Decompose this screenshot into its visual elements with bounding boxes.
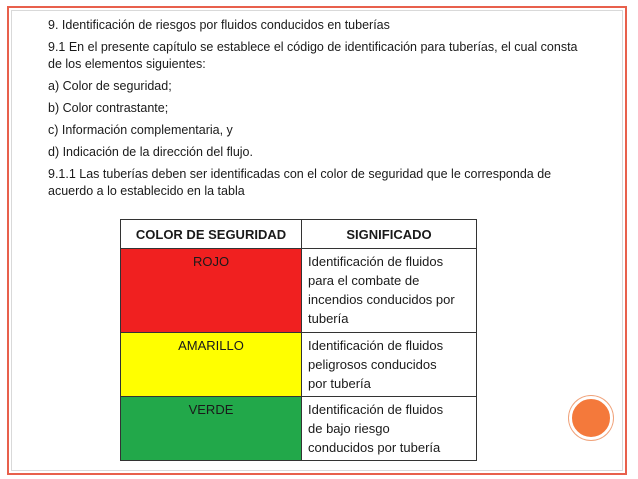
color-cell-red: ROJO xyxy=(121,249,302,333)
paragraph-table-reference: 9.1.1 Las tuberías deben ser identificadas con el color de seguridad que le corresponda de acuerdo a lo establecido en la tabla xyxy=(48,167,552,198)
meaning-cell-yellow: Identificación de fluidos peligrosos conducidos por tubería xyxy=(302,333,477,397)
section-heading: 9. Identificación de riesgos por fluidos conducidos en tuberías xyxy=(48,18,390,32)
list-item-c: c) Información complementaria, y xyxy=(48,123,233,137)
header-meaning: SIGNIFICADO xyxy=(302,220,477,249)
table-row xyxy=(121,249,477,333)
header-color: COLOR DE SEGURIDAD xyxy=(121,220,302,249)
list-item-b: b) Color contrastante; xyxy=(48,101,169,115)
safety-color-table xyxy=(120,219,477,461)
color-cell-yellow: AMARILLO xyxy=(121,333,302,397)
list-item-a: a) Color de seguridad; xyxy=(48,79,172,93)
text-block xyxy=(48,17,608,205)
color-cell-green: VERDE xyxy=(121,397,302,461)
table-header-row xyxy=(121,220,477,249)
table-row xyxy=(121,333,477,397)
table-row xyxy=(121,397,477,461)
decoration-circle xyxy=(569,396,613,440)
meaning-cell-green: Identificación de fluidos de bajo riesgo conducidos por tubería xyxy=(302,397,477,461)
paragraph-intro: 9.1 En el presente capítulo se establece el código de identificación para tuberías, el cual consta de los elementos siguientes: xyxy=(48,40,578,71)
list-item-d: d) Indicación de la dirección del flujo. xyxy=(48,145,253,159)
meaning-cell-red: Identificación de fluidos para el combate de incendios conducidos por tubería xyxy=(302,249,477,333)
